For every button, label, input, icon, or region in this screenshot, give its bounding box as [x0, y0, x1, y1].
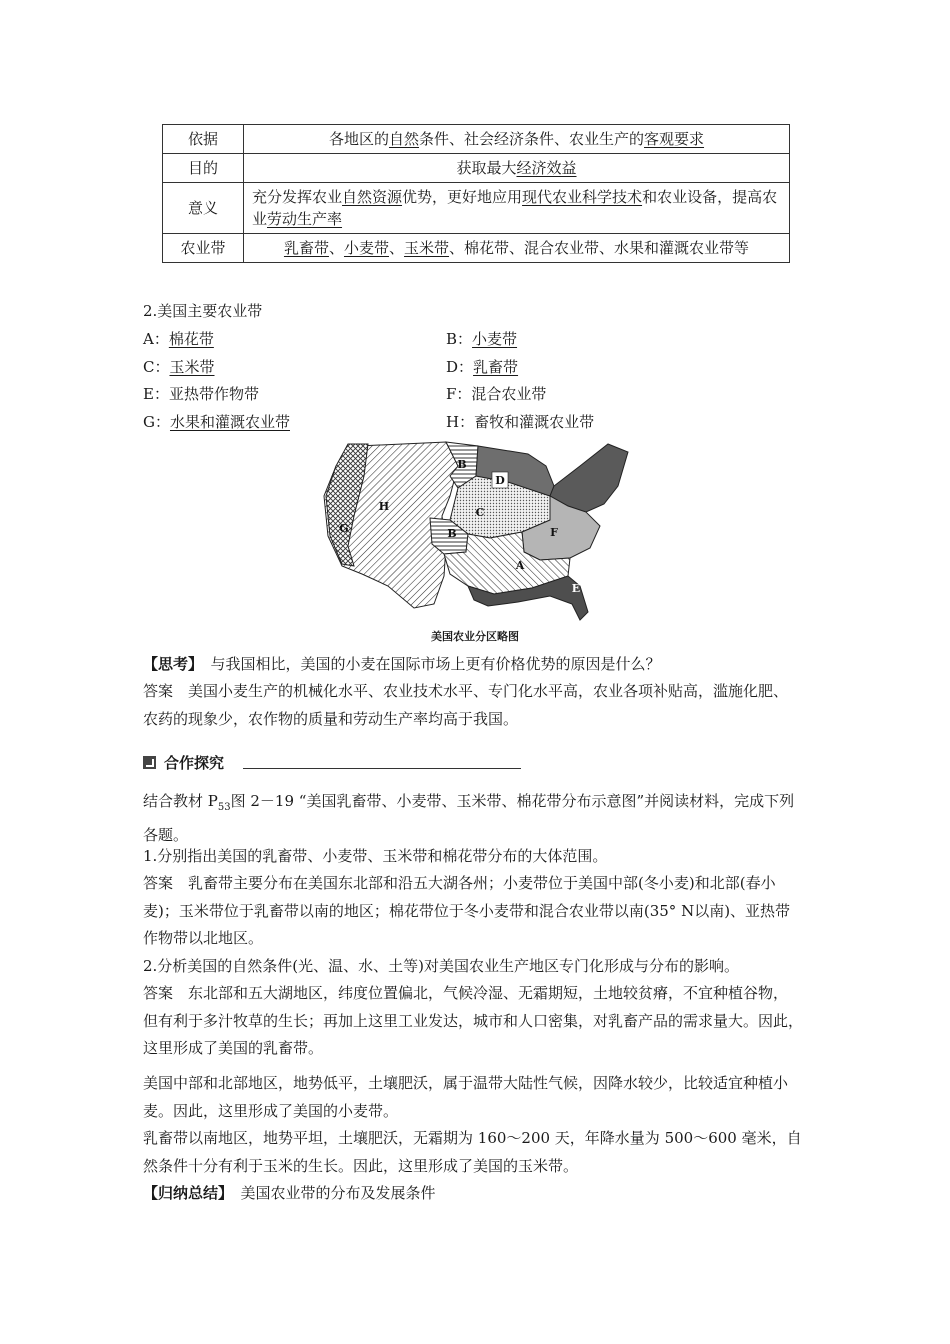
belt-prefix: E： — [143, 385, 169, 403]
table-value-segment: 现代农业科学技术 — [522, 188, 643, 206]
table-value-segment: 客观要求 — [644, 130, 705, 148]
q1-answer-text: 乳畜带主要分布在美国东北部和沿五大湖各州；小麦带位于美国中部(冬小麦)和北部(春小麦)；玉米带位于乳畜带以南的地区；棉花带位于冬小麦带和混合农业带以南(35° N以南)、亚热带作物带以北地区。 — [143, 874, 791, 947]
belt-item — [143, 383, 259, 404]
table-value-segment: 条件、社会经济条件、农业生产的 — [419, 130, 645, 148]
belt-item — [143, 411, 290, 432]
table-row — [163, 183, 790, 234]
belt-prefix: G： — [143, 412, 170, 431]
table-row — [163, 154, 790, 183]
section-marker-icon — [143, 756, 156, 769]
q2-question: 2.分析美国的自然条件(光、温、水、土等)对美国农业生产地区专门化形成与分布的影响。 — [143, 957, 740, 975]
belt-item — [446, 411, 594, 432]
belt-item — [446, 356, 518, 377]
summary-tag: 【归纳总结】 — [143, 1184, 226, 1202]
section2-title: 2.美国主要农业带 — [143, 302, 263, 320]
table-row — [163, 234, 790, 263]
think-answer-text: 美国小麦生产的机械化水平、农业技术水平、专门化水平高，农业各项补贴高，滥施化肥、农药的现象少，农作物的质量和劳动生产率均高于我国。 — [143, 682, 789, 728]
belt-name: 畜牧和灌溉农业带 — [474, 412, 595, 431]
table-value-segment: 、 — [328, 239, 344, 257]
belt-name: 棉花带 — [168, 330, 214, 348]
table-value — [244, 154, 790, 183]
table-key: 农业带 — [163, 234, 244, 263]
summary-text: 美国农业带的分布及发展条件 — [240, 1184, 436, 1202]
zone-ne — [550, 444, 628, 512]
table-value — [244, 183, 790, 234]
table-value-segment: 自然资源 — [342, 188, 403, 206]
belt-name: 亚热带作物带 — [168, 385, 259, 403]
table-value-segment: 和农业设备，提高农业 — [252, 188, 778, 228]
section-heading-text: 合作探究 — [164, 754, 225, 772]
q2-para2: 美国中部和北部地区，地势低平，土壤肥沃，属于温带大陆性气候，因降水较少，比较适宜种植小麦。因此，这里形成了美国的小麦带。 — [143, 1074, 789, 1120]
q2-para3: 乳畜带以南地区，地势平坦，土壤肥沃，无霜期为 160～200 天，年降水量为 500～600 毫米，自然条件十分有利于玉米的生长。因此，这里形成了美国的玉米带。 — [143, 1129, 802, 1175]
q2-answer-text: 东北部和五大湖地区，纬度位置偏北，气候冷湿、无霜期短，土地较贫瘠，不宜种植谷物，但有利于多汁牧草的生长；再加上这里工业发达，城市和人口密集，对乳畜产品的需求量大。因此，这里形成了美国的乳畜带。 — [143, 984, 804, 1057]
intro-post: 图 2－19 “美国乳畜带、小麦带、玉米带、棉花带分布示意图”并阅读材料，完成下列各题。 — [143, 792, 795, 844]
answer-tag: 答案 — [143, 682, 174, 700]
us-agri-zone-map — [318, 436, 634, 626]
think-question-text: 与我国相比，美国的小麦在国际市场上更有价格优势的原因是什么？ — [210, 655, 661, 673]
belt-name: 混合农业带 — [471, 385, 547, 403]
belt-name: 玉米带 — [169, 357, 215, 376]
map-label-f: F — [550, 526, 558, 539]
belt-prefix: A： — [143, 330, 169, 348]
q1-question: 1.分别指出美国的乳畜带、小麦带、玉米带和棉花带分布的大体范围。 — [143, 847, 608, 865]
map-caption: 美国农业分区略图 — [431, 630, 519, 643]
table-key: 依据 — [163, 125, 244, 154]
table-key: 意义 — [163, 183, 244, 234]
belt-name: 乳畜带 — [473, 357, 519, 376]
table-key: 目的 — [163, 154, 244, 183]
intro-pre: 结合教材 P — [143, 792, 218, 810]
table-value-segment: 优势，更好地应用 — [402, 188, 523, 206]
map-label-g: G — [339, 522, 349, 535]
intro-sub: 53 — [217, 802, 231, 813]
map-label-b-south: B — [447, 527, 457, 540]
belt-prefix: F： — [446, 385, 472, 403]
q1-answer — [143, 870, 803, 953]
map-label-b-north: B — [457, 458, 467, 471]
map-label-c: C — [475, 506, 485, 519]
table-row — [163, 125, 790, 154]
belt-prefix: B： — [446, 330, 473, 348]
answer-tag: 答案 — [143, 874, 174, 892]
intro-text — [143, 788, 803, 849]
table-value-segment: 充分发挥农业 — [252, 188, 343, 206]
table-value-segment: 获取最大 — [456, 159, 517, 177]
table-value-segment: 、 — [389, 239, 405, 257]
belt-item — [143, 356, 215, 377]
table-value-segment: 经济效益 — [516, 159, 577, 177]
table-value-segment: 乳畜带 — [283, 239, 329, 257]
belt-prefix: D： — [446, 357, 474, 376]
table-value-segment: 自然 — [388, 130, 419, 148]
map-label-a: A — [515, 559, 525, 572]
map-label-d: D — [495, 474, 505, 487]
table-value-segment: 小麦带 — [343, 239, 389, 257]
table-value-segment: 劳动生产率 — [267, 210, 343, 228]
belt-name: 水果和灌溉农业带 — [169, 412, 290, 431]
answer-tag: 答案 — [143, 984, 174, 1002]
q2-answer — [143, 980, 803, 1063]
table-value-segment: 、棉花带、混合农业带、水果和灌溉农业带等 — [449, 239, 750, 257]
map-label-h: H — [378, 500, 390, 513]
belt-name: 小麦带 — [472, 330, 518, 348]
map-label-e: E — [571, 582, 581, 595]
summary — [143, 1180, 803, 1208]
think-question — [143, 651, 803, 679]
agri-specialization-table — [162, 124, 790, 263]
think-tag: 【思考】 — [143, 655, 196, 673]
section-rule — [243, 768, 521, 769]
belt-item — [446, 328, 517, 349]
section-heading — [143, 752, 224, 773]
table-value-segment: 各地区的 — [328, 130, 389, 148]
table-value — [244, 125, 790, 154]
belt-item — [446, 383, 546, 404]
table-value — [244, 234, 790, 263]
belt-prefix: C： — [143, 357, 170, 376]
belt-item — [143, 328, 214, 349]
belt-prefix: H： — [446, 412, 475, 431]
think-answer — [143, 678, 803, 733]
table-value-segment: 玉米带 — [404, 239, 450, 257]
